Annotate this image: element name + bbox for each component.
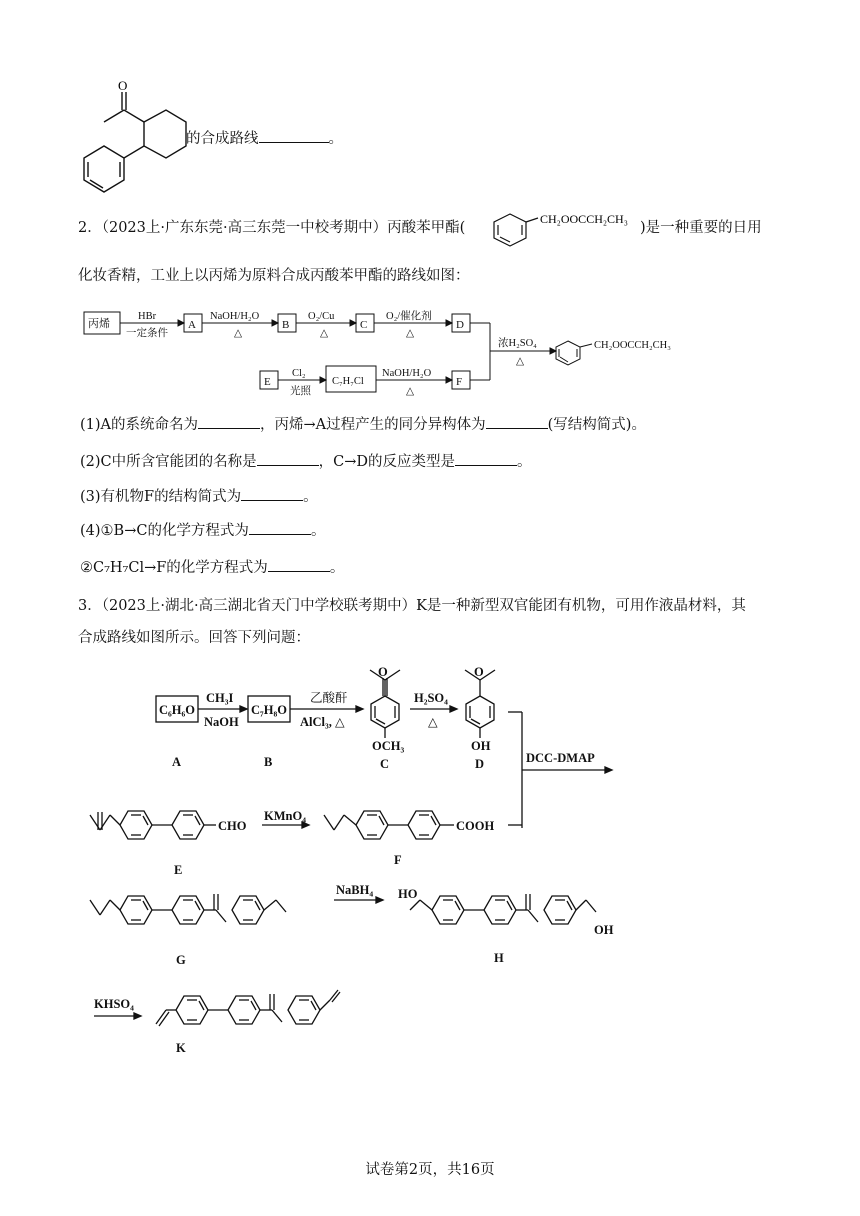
ketone-o-label: O <box>118 78 128 93</box>
q3-line1-text: 3．（2023上·湖北·高三湖北省天门中学校联考期中）K是一种新型双官能团有机物，可用作液晶材料，其 <box>78 598 746 614</box>
q2-sub2-b: ，C→D的反应类型是 <box>318 454 456 470</box>
s2-r6-top: Cl₂ <box>292 368 306 379</box>
q2-sub2 <box>80 451 532 472</box>
q3-line1 <box>78 596 746 616</box>
q2-benzyl-propanoate <box>488 206 638 250</box>
answer-blank[interactable] <box>249 520 311 535</box>
s3-F-sub: COOH <box>456 819 495 833</box>
s3-ho: HO <box>398 887 418 901</box>
answer-blank[interactable] <box>455 451 517 466</box>
s3-B: B <box>264 755 273 769</box>
s2-D: D <box>456 319 464 331</box>
q2-line2-text: 化妆香精，工业上以丙烯为原料合成丙酸苯甲酯的路线如图： <box>78 268 470 284</box>
answer-blank[interactable] <box>198 414 260 429</box>
top-suffix-text: 的合成路线 <box>186 131 259 147</box>
q2-sub1 <box>80 414 646 435</box>
q2-sub2-a: (2)C中所含官能团的名称是 <box>80 454 257 470</box>
q2-sub1-a: (1)A的系统命名为 <box>80 417 199 433</box>
top-molecule <box>70 78 200 198</box>
s3-G: G <box>176 953 186 967</box>
s3-o1: O <box>378 665 388 679</box>
s3-A: A <box>172 755 182 769</box>
q2-sub5 <box>80 557 344 578</box>
s3-r4: KMnO₄ <box>264 809 306 823</box>
footer-text: 试卷第2页，共16页 <box>365 1162 495 1178</box>
q2-scheme <box>80 300 720 400</box>
s2-r2-top: NaOH/H₂O <box>210 311 260 322</box>
s2-start: 丙烯 <box>88 318 110 330</box>
s3-r5: NaBH₄ <box>336 883 374 897</box>
s3-r2-top: 乙酸酐 <box>310 691 348 705</box>
q2-intro <box>78 218 465 238</box>
q2-sub3-a: (3)有机物F的结构简式为 <box>80 489 242 505</box>
s2-r1-bot: 一定条件 <box>126 328 168 339</box>
q2-sub1-b: ，丙烯→A过程产生的同分异构体为 <box>260 417 486 433</box>
s2-F: F <box>456 376 463 388</box>
s3-r1-top: CH₃I <box>206 691 234 705</box>
s3-K: K <box>176 1041 186 1055</box>
s2-r5-top: 浓H₂SO₄ <box>498 338 537 349</box>
s3-r1-bot: NaOH <box>204 715 239 729</box>
s2-r7-top: NaOH/H₂O <box>382 368 432 379</box>
s2-product: CH₂OOCCH₂CH₃ <box>594 340 671 351</box>
s3-E-sub: CHO <box>218 819 247 833</box>
s3-r3-bot: △ <box>428 715 438 729</box>
answer-blank[interactable] <box>268 557 330 572</box>
s3-H: H <box>494 951 504 965</box>
s2-r6-bot: 光照 <box>290 386 311 397</box>
q2-sub5-b: 。 <box>329 560 345 576</box>
q2-formula: CH₂OOCCH₂CH₃ <box>540 212 628 226</box>
s2-r4-top: O₂/催化剂 <box>386 311 432 322</box>
q2-sub4 <box>80 520 325 541</box>
s3-o2: O <box>474 665 484 679</box>
q2-line2 <box>78 266 470 286</box>
s2-r3-top: O₂/Cu <box>308 311 335 322</box>
q2-sub5-a: ②C₇H₇Cl→F的化学方程式为 <box>80 560 268 576</box>
s3-D-sub: OH <box>471 739 491 753</box>
q2-intro-end-text: )是一种重要的日用 <box>640 220 762 236</box>
s3-dcc: DCC-DMAP <box>526 751 595 765</box>
answer-blank[interactable] <box>257 451 319 466</box>
q2-sub3-b: 。 <box>303 489 318 505</box>
q2-sub3 <box>80 486 318 507</box>
s2-C: C <box>360 319 368 331</box>
answer-blank[interactable] <box>486 414 548 429</box>
s2-mid: C₇H₇Cl <box>332 376 364 387</box>
s3-oh: OH <box>594 923 614 937</box>
q2-sub1-c: (写结构简式)。 <box>547 417 646 433</box>
q2-sub2-c: 。 <box>517 454 532 470</box>
q2-sub4-a: (4)①B→C的化学方程式为 <box>80 523 249 539</box>
answer-blank[interactable] <box>241 486 303 501</box>
q2-sub4-b: 。 <box>310 523 326 539</box>
s3-r2-bot: AlCl₃, △ <box>300 715 345 729</box>
top-end: 。 <box>328 131 343 147</box>
s2-r4-bot: △ <box>406 328 415 339</box>
q3-line2-text: 合成路线如图所示。回答下列问题： <box>78 630 310 646</box>
s3-B-box: C₇H₈O <box>251 703 287 717</box>
page-footer <box>0 1160 860 1180</box>
s2-A: A <box>188 319 196 331</box>
answer-blank[interactable] <box>259 128 329 143</box>
s3-F: F <box>394 853 402 867</box>
s2-r1-top: HBr <box>138 311 157 322</box>
s3-C: C <box>380 757 390 771</box>
s2-r2-bot: △ <box>234 328 243 339</box>
s3-A-box: C₆H₆O <box>159 703 195 717</box>
q3-scheme <box>80 650 640 1060</box>
s2-r3-bot: △ <box>320 328 329 339</box>
s3-D: D <box>475 757 485 771</box>
s3-C-sub: OCH₃ <box>372 739 405 753</box>
s2-r5-bot: △ <box>516 356 525 367</box>
s3-E: E <box>174 863 183 877</box>
s2-B: B <box>282 319 290 331</box>
s2-E: E <box>264 376 271 388</box>
q2-intro-end <box>640 218 762 238</box>
s3-r3-top: H₂SO₄ <box>414 691 448 705</box>
q3-line2 <box>78 628 310 648</box>
top-suffix <box>186 128 343 149</box>
q2-intro-text: 2．（2023上·广东东莞·高三东莞一中校考期中）丙酸苯甲酯( <box>78 220 466 236</box>
s3-r6: KHSO₄ <box>94 997 134 1011</box>
s2-r7-bot: △ <box>406 386 415 397</box>
